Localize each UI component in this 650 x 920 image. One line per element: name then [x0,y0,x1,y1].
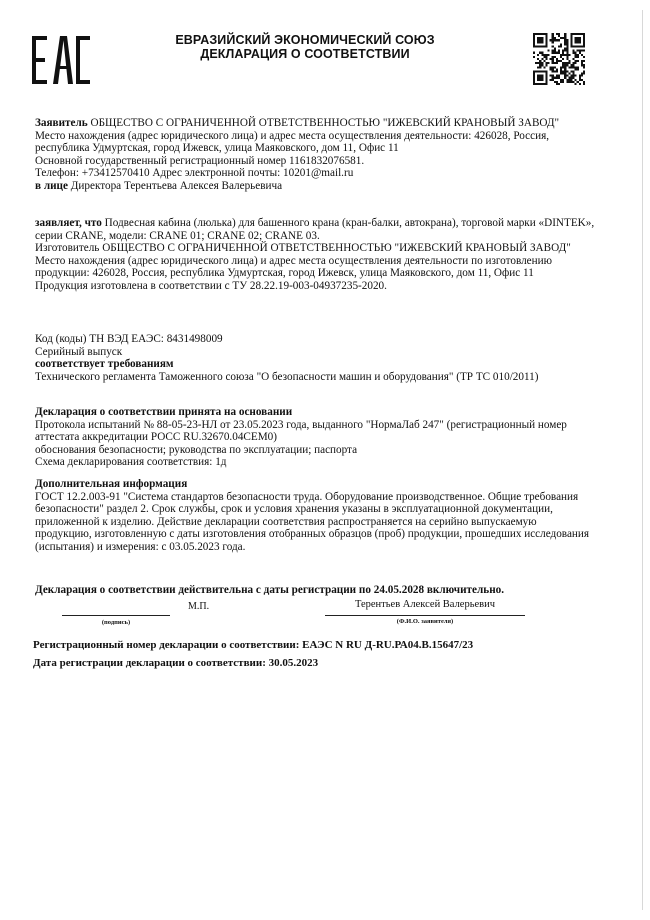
complies-label: соответствует требованиям [35,358,174,371]
union-title: ЕВРАЗИЙСКИЙ ЭКОНОМИЧЕСКИЙ СОЮЗ [175,33,435,47]
registration-date: Дата регистрации декларации о соответствии: 30.05.2023 [33,657,319,669]
made-per-spec: Продукция изготовлена в соответствии с ТУ 28.22.19-003-04937235-2020. [35,279,387,292]
validity-statement: Декларация о соответствии действительна с даты регистрации по 24.05.2028 включительно. [35,584,505,596]
signature-line [62,615,170,616]
signatory-name: Терентьев Алексей Валерьевич [354,599,496,610]
additional-label: Дополнительная информация [35,478,188,490]
applicant-contacts: Телефон: +73412570410 Адрес электронной почты: 10201@mail.ru [35,167,354,180]
qr-code [533,33,585,85]
signature-caption: (подпись) [101,619,131,626]
tnved-code: Код (коды) ТН ВЭД ЕАЭС: 8431498009 [35,333,223,345]
additional-text: ГОСТ 12.2.003-91 "Система стандартов безопасности труда. Оборудование производственное. Общие требования безопасности" раздел 2. Срок службы, срок и условия хранения указаны в эксплуатационной документации, приложенной к изделию. Действие декларации соответствия распространяется на серийно выпускаемую продукцию, изготовленную с даты изготовления отобранных образцов (проб) продукции, прошедших исследования (испытания) и измерения: с 03.05.2023 года. [35,490,590,553]
basis-label: Декларация о соответствии принята на основании [35,406,293,418]
document-title: ДЕКЛАРАЦИЯ О СООТВЕТСТВИИ [200,47,410,61]
declaration-section [35,217,595,293]
person-label: в лице [35,179,68,192]
applicant-person-line [35,180,595,193]
basis-section [35,406,595,469]
additional-section [35,478,595,554]
person-name: Директора Терентьева Алексея Валерьевича [67,179,283,192]
document-header [130,33,480,61]
technical-regulation: Технического регламента Таможенного союза "О безопасности машин и оборудования" (ТР ТС 010/2011) [35,370,539,383]
applicant-address: Место нахождения (адрес юридического лица) и адрес места осуществления деятельности: 426028, Россия, республика Удмуртская, город Ижевск, улица Маяковского, дом 11, Офис 11 [35,129,550,155]
name-line [325,615,525,616]
stamp-place: М.П. [188,601,210,612]
applicant-label: Заявитель [35,117,88,129]
declares-line [35,217,595,242]
manufacturer-address: Место нахождения (адрес юридического лица) и адрес места осуществления деятельности по изготовлению продукции: 426028, Россия, республика Удмуртская, город Ижевск, улица Маяковского, дом 11, Офис 11 [35,254,552,280]
registration-number: Регистрационный номер декларации о соответствии: ЕАЭС N RU Д-RU.РА04.В.15647/23 [33,639,474,651]
eac-logo [32,36,90,84]
applicant-line [35,117,595,130]
codes-section [35,333,595,383]
test-protocol: Протокола испытаний № 88-05-23-НЛ от 23.05.2023 года, выданного "НормаЛаб 247" (регистрационный номер аттестата аккредитации РОСС RU.32670.04СЕМ0) [35,418,567,444]
applicant-section [35,117,595,193]
serial-production: Серийный выпуск [35,345,123,358]
applicant-ogrn: Основной государственный регистрационный номер 1161832076581. [35,154,365,167]
basis-documents: обоснования безопасности; руководства по эксплуатации; паспорта [35,443,358,456]
name-caption: (Ф.И.О. заявителя) [396,618,454,625]
manufacturer: Изготовитель ОБЩЕСТВО С ОГРАНИЧЕННОЙ ОТВЕТСТВЕННОСТЬЮ "ИЖЕВСКИЙ КРАНОВЫЙ ЗАВОД" [35,242,571,255]
declaration-scheme: Схема декларирования соответствия: 1д [35,456,227,469]
product-description: Подвесная кабина (люлька) для башенного крана (кран-балки, автокрана), торговой марки «DINTEK», серии CRANE, модели: CRANE 01; CRANE 02; CRANE 03. [35,217,595,242]
applicant-name: ОБЩЕСТВО С ОГРАНИЧЕННОЙ ОТВЕТСТВЕННОСТЬЮ "ИЖЕВСКИЙ КРАНОВЫЙ ЗАВОД" [87,117,560,129]
declares-label: заявляет, что [35,217,102,229]
